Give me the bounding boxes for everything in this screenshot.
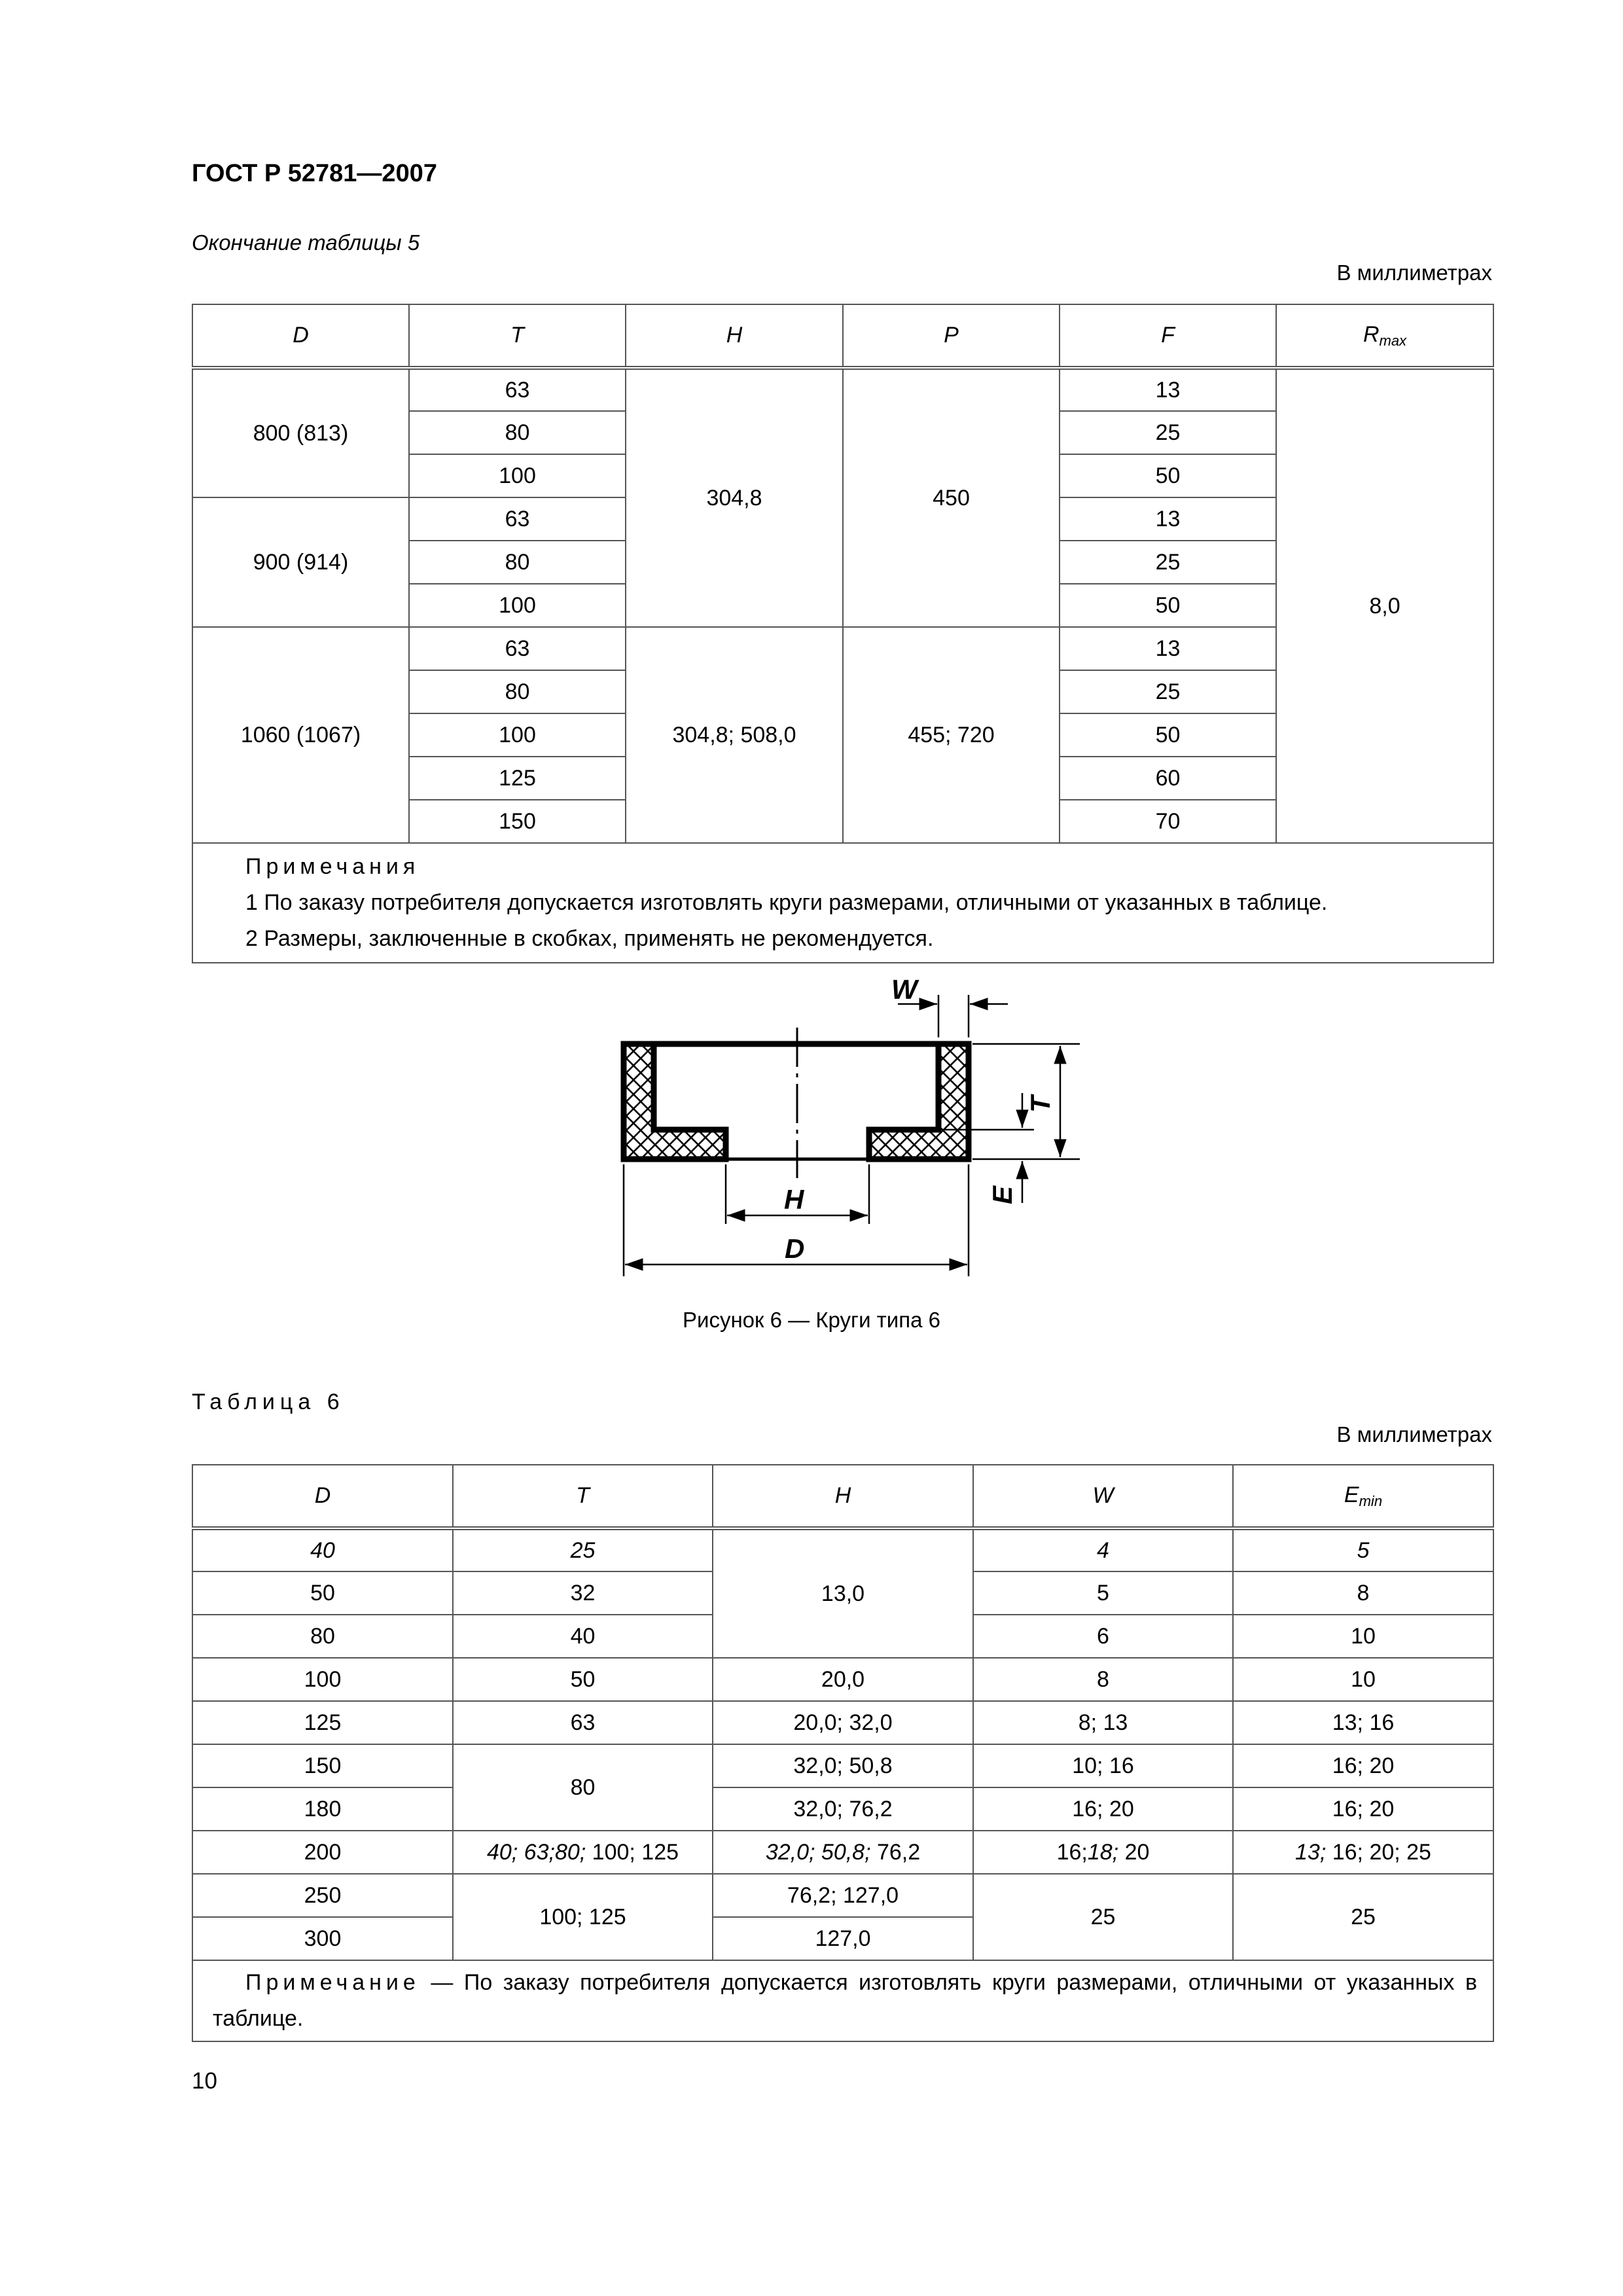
note-title: Примечание bbox=[245, 1970, 420, 1995]
cell-p: 450 bbox=[843, 368, 1060, 627]
label-e: E bbox=[987, 1185, 1018, 1204]
cell-w: 10; 16 bbox=[973, 1744, 1233, 1787]
label-t: T bbox=[1025, 1096, 1056, 1113]
table6-note-row bbox=[192, 1960, 1493, 2041]
cell-e: 16; 20 bbox=[1233, 1787, 1493, 1831]
cell-d: 800 (813) bbox=[192, 368, 409, 497]
table-row bbox=[192, 1744, 1493, 1787]
cell-f: 25 bbox=[1060, 411, 1276, 454]
cell-w: 16; 20 bbox=[973, 1787, 1233, 1831]
cell-e: 25 bbox=[1233, 1874, 1493, 1960]
cell-f: 25 bbox=[1060, 670, 1276, 713]
cell-d: 80 bbox=[192, 1615, 453, 1658]
cell-d: 100 bbox=[192, 1658, 453, 1701]
cell-e: 8 bbox=[1233, 1571, 1493, 1615]
cell-t: 63 bbox=[409, 368, 626, 411]
col-header-f: F bbox=[1060, 304, 1276, 368]
cell-t: 150 bbox=[409, 800, 626, 843]
cell-h: 32,0; 76,2 bbox=[713, 1787, 973, 1831]
cell-t: 100 bbox=[409, 584, 626, 627]
cell-t: 125 bbox=[409, 757, 626, 800]
cell-f: 50 bbox=[1060, 454, 1276, 497]
table6-units: В миллиметрах bbox=[1336, 1422, 1492, 1446]
figure-caption: Рисунок 6 — Круги типа 6 bbox=[683, 1308, 940, 1332]
label-w: W bbox=[891, 974, 918, 1005]
table-row bbox=[192, 1874, 1493, 1917]
cell-t: 63 bbox=[409, 497, 626, 541]
note-1: 1 По заказу потребителя допускается изготовлять круги размерами, отличными от указанных в таблице. bbox=[245, 890, 1328, 915]
table5-units: В миллиметрах bbox=[1336, 260, 1492, 285]
cell-f: 50 bbox=[1060, 713, 1276, 757]
cell-h: 20,0; 32,0 bbox=[713, 1701, 973, 1744]
cell-h: 20,0 bbox=[713, 1658, 973, 1701]
col-header-w: W bbox=[973, 1465, 1233, 1528]
cell-t: 40 bbox=[453, 1615, 713, 1658]
cell-d: 40 bbox=[192, 1528, 453, 1571]
note-2: 2 Размеры, заключенные в скобках, применять не рекомендуется. bbox=[245, 926, 934, 951]
table-continuation-label: Окончание таблицы 5 bbox=[192, 230, 420, 255]
cell-h: 13,0 bbox=[713, 1528, 973, 1658]
cell-d: 180 bbox=[192, 1787, 453, 1831]
cell-w: 25 bbox=[973, 1874, 1233, 1960]
col-header-d: D bbox=[192, 1465, 453, 1528]
cell-d: 300 bbox=[192, 1917, 453, 1960]
cell-e: 13; 16 bbox=[1233, 1701, 1493, 1744]
cell-h: 32,0; 50,8 bbox=[713, 1744, 973, 1787]
cell-d: 200 bbox=[192, 1831, 453, 1874]
cell-d: 900 (914) bbox=[192, 497, 409, 627]
col-header-d: D bbox=[192, 304, 409, 368]
cell-d: 125 bbox=[192, 1701, 453, 1744]
label-h: H bbox=[784, 1184, 804, 1215]
cell-d: 150 bbox=[192, 1744, 453, 1787]
cell-e: 5 bbox=[1233, 1528, 1493, 1571]
table-row bbox=[192, 1831, 1493, 1874]
cell-w: 8; 13 bbox=[973, 1701, 1233, 1744]
cell-t: 100 bbox=[409, 713, 626, 757]
col-header-h: H bbox=[626, 304, 843, 368]
cell-t: 100 bbox=[409, 454, 626, 497]
cell-t: 80 bbox=[453, 1744, 713, 1831]
table-row bbox=[192, 1528, 1493, 1571]
cell-f: 25 bbox=[1060, 541, 1276, 584]
cell-e: 16; 20 bbox=[1233, 1744, 1493, 1787]
cell-f: 70 bbox=[1060, 800, 1276, 843]
cell-w: 8 bbox=[973, 1658, 1233, 1701]
cell-e: 10 bbox=[1233, 1658, 1493, 1701]
cell-f: 13 bbox=[1060, 627, 1276, 670]
cell-e: 13; 16; 20; 25 bbox=[1233, 1831, 1493, 1874]
cell-t: 63 bbox=[453, 1701, 713, 1744]
table-row bbox=[192, 1658, 1493, 1701]
cell-d: 50 bbox=[192, 1571, 453, 1615]
cell-t: 40; 63;80; 100; 125 bbox=[453, 1831, 713, 1874]
notes-title: Примечания bbox=[245, 854, 420, 879]
cell-h: 304,8 bbox=[626, 368, 843, 627]
cell-t: 80 bbox=[409, 670, 626, 713]
cell-p: 455; 720 bbox=[843, 627, 1060, 843]
cell-rmax: 8,0 bbox=[1276, 368, 1493, 843]
cell-w: 6 bbox=[973, 1615, 1233, 1658]
cell-h: 76,2; 127,0 bbox=[713, 1874, 973, 1917]
cell-h: 32,0; 50,8; 76,2 bbox=[713, 1831, 973, 1874]
cell-t: 25 bbox=[453, 1528, 713, 1571]
cell-t: 63 bbox=[409, 627, 626, 670]
note-text: — По заказу потребителя допускается изготовлять круги размерами, отличными от указанных в таблице. bbox=[213, 1970, 1478, 2031]
cell-t: 100; 125 bbox=[453, 1874, 713, 1960]
col-header-t: T bbox=[453, 1465, 713, 1528]
cell-t: 50 bbox=[453, 1658, 713, 1701]
cell-f: 60 bbox=[1060, 757, 1276, 800]
cell-d: 250 bbox=[192, 1874, 453, 1917]
cell-t: 80 bbox=[409, 541, 626, 584]
cell-d: 1060 (1067) bbox=[192, 627, 409, 843]
col-header-h: H bbox=[713, 1465, 973, 1528]
label-d: D bbox=[785, 1233, 805, 1264]
cell-e: 10 bbox=[1233, 1615, 1493, 1658]
cell-t: 32 bbox=[453, 1571, 713, 1615]
col-header-p: P bbox=[843, 304, 1060, 368]
col-header-rmax: $R_{max}$ bbox=[1276, 304, 1493, 368]
cell-h: 304,8; 508,0 bbox=[626, 627, 843, 843]
cell-t: 80 bbox=[409, 411, 626, 454]
cell-f: 50 bbox=[1060, 584, 1276, 627]
cell-w: 5 bbox=[973, 1571, 1233, 1615]
document-title: ГОСТ Р 52781—2007 bbox=[192, 160, 437, 187]
table6-header-row bbox=[192, 1465, 1493, 1528]
table-row bbox=[192, 1701, 1493, 1744]
cell-f: 13 bbox=[1060, 368, 1276, 411]
col-header-t: T bbox=[409, 304, 626, 368]
cell-w: 4 bbox=[973, 1528, 1233, 1571]
col-header-emin: $E_{min}$ bbox=[1233, 1465, 1493, 1528]
page-number: 10 bbox=[192, 2068, 217, 2094]
cell-h: 127,0 bbox=[713, 1917, 973, 1960]
table-6 bbox=[192, 1464, 1494, 2042]
table-row bbox=[192, 1787, 1493, 1831]
table6-note bbox=[192, 1960, 1493, 2041]
cell-w: 16;18; 20 bbox=[973, 1831, 1233, 1874]
table6-label: Таблица 6 bbox=[192, 1390, 345, 1414]
cell-f: 13 bbox=[1060, 497, 1276, 541]
